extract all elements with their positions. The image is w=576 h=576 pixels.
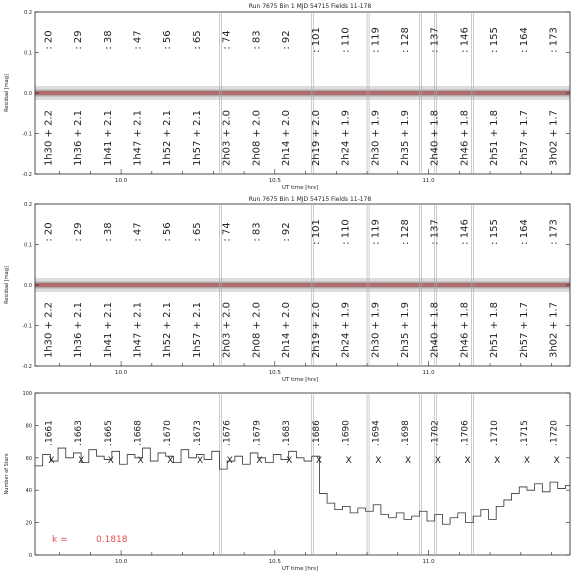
time-airmass-label: 2h35 + 1.9 bbox=[400, 109, 412, 167]
x-axis-label: UT time [hrs] bbox=[281, 566, 319, 572]
field-number-label: : 65 bbox=[191, 30, 203, 50]
field-number-label: : 110 bbox=[340, 219, 352, 245]
time-airmass-label: 1h52 + 2.1 bbox=[162, 301, 174, 359]
x-tick-label: 11.0 bbox=[422, 178, 435, 184]
y-axis-label: Number of Stars bbox=[4, 453, 10, 495]
time-airmass-label: 1h36 + 2.1 bbox=[73, 109, 85, 167]
time-airmass-label: 3h02 + 1.7 bbox=[548, 109, 560, 167]
field-number-label: : 146 bbox=[459, 219, 471, 245]
y-tick-label: -0.1 bbox=[22, 323, 32, 330]
time-airmass-label: 2h57 + 1.7 bbox=[518, 109, 530, 167]
time-airmass-label: 1h41 + 2.1 bbox=[102, 109, 114, 167]
field-marker: X bbox=[226, 456, 233, 466]
field-number-label: : 20 bbox=[43, 222, 55, 242]
field-number-label: : 164 bbox=[518, 219, 530, 245]
field-number-label: : 74 bbox=[221, 222, 233, 242]
x-tick-label: 11.0 bbox=[422, 559, 435, 565]
field-number-label: : 83 bbox=[251, 222, 263, 242]
time-airmass-label: 2h14 + 2.0 bbox=[281, 301, 293, 359]
field-number-label: : 101 bbox=[310, 219, 322, 245]
time-airmass-label: 2h51 + 1.8 bbox=[489, 301, 501, 359]
field-number-label: : 119 bbox=[370, 219, 382, 245]
time-airmass-label: 1h47 + 2.1 bbox=[132, 301, 144, 359]
time-airmass-label: 1h41 + 2.1 bbox=[102, 301, 114, 359]
field-number-label: : 47 bbox=[132, 30, 144, 50]
x-axis-label: UT time [hrs] bbox=[281, 377, 319, 383]
field-number-label: : 56 bbox=[162, 222, 174, 242]
y-tick-label: 0.1 bbox=[24, 242, 32, 249]
star-count-series bbox=[35, 448, 570, 524]
time-airmass-label: 2h24 + 1.9 bbox=[340, 109, 352, 167]
time-airmass-label: 2h46 + 1.8 bbox=[459, 109, 471, 167]
time-airmass-label: 2h30 + 1.9 bbox=[370, 301, 382, 359]
time-airmass-label: 2h03 + 2.0 bbox=[221, 109, 233, 167]
star-count-panel bbox=[4, 391, 570, 572]
field-number-label: : 155 bbox=[489, 219, 501, 245]
y-tick-label: 100 bbox=[22, 391, 32, 397]
field-marker: X bbox=[345, 456, 352, 466]
y-tick-label: 0.0 bbox=[24, 91, 32, 97]
time-airmass-label: 2h35 + 1.9 bbox=[400, 301, 412, 359]
field-id-label: .1698 bbox=[401, 420, 412, 446]
field-id-label: .1670 bbox=[163, 420, 174, 446]
field-id-label: .1668 bbox=[133, 420, 144, 446]
field-id-label: .1720 bbox=[549, 420, 560, 446]
field-id-label: .1679 bbox=[252, 420, 263, 446]
time-airmass-label: 1h57 + 2.1 bbox=[191, 109, 203, 167]
y-tick-label: -0.2 bbox=[22, 172, 32, 178]
time-airmass-label: 2h46 + 1.8 bbox=[459, 301, 471, 359]
residual-panel-1 bbox=[4, 3, 570, 191]
y-tick-label: 0.2 bbox=[24, 10, 32, 16]
field-number-label: : 83 bbox=[251, 30, 263, 50]
time-airmass-label: 2h24 + 1.9 bbox=[340, 301, 352, 359]
time-airmass-label: 1h52 + 2.1 bbox=[162, 109, 174, 167]
time-airmass-label: 2h40 + 1.8 bbox=[429, 109, 441, 167]
field-marker: X bbox=[286, 456, 293, 466]
field-marker: X bbox=[78, 456, 85, 466]
panel-title: Run 7675 Bin 1 MJD 54715 Fields 11-178 bbox=[248, 3, 372, 10]
y-tick-label: 0.2 bbox=[24, 202, 32, 208]
time-airmass-label: 2h30 + 1.9 bbox=[370, 109, 382, 167]
field-number-label: : 146 bbox=[459, 27, 471, 53]
field-id-label: .1676 bbox=[222, 420, 233, 446]
field-number-label: : 20 bbox=[43, 30, 55, 50]
time-airmass-label: 1h30 + 2.2 bbox=[43, 301, 55, 359]
field-number-label: : 128 bbox=[400, 219, 412, 245]
time-airmass-label: 1h57 + 2.1 bbox=[191, 301, 203, 359]
time-airmass-label: 2h14 + 2.0 bbox=[281, 109, 293, 167]
time-airmass-label: 2h19 + 2.0 bbox=[310, 109, 322, 167]
field-id-label: .1710 bbox=[490, 420, 501, 446]
time-airmass-label: 2h03 + 2.0 bbox=[221, 301, 233, 359]
field-number-label: : 155 bbox=[489, 27, 501, 53]
time-airmass-label: 1h47 + 2.1 bbox=[132, 109, 144, 167]
field-id-label: .1706 bbox=[460, 420, 471, 446]
x-tick-label: 10.5 bbox=[268, 178, 281, 184]
field-marker: X bbox=[464, 456, 471, 466]
field-number-label: : 173 bbox=[548, 27, 560, 53]
field-number-label: : 110 bbox=[340, 27, 352, 53]
time-airmass-label: 2h51 + 1.8 bbox=[489, 109, 501, 167]
field-number-label: : 74 bbox=[221, 30, 233, 50]
field-number-label: : 29 bbox=[73, 222, 85, 242]
field-marker: X bbox=[167, 456, 174, 466]
field-id-label: .1715 bbox=[519, 420, 530, 446]
field-id-label: .1661 bbox=[44, 420, 55, 446]
y-axis-label: Residual [mag] bbox=[4, 266, 10, 304]
field-id-label: .1665 bbox=[103, 420, 114, 446]
field-marker: X bbox=[256, 456, 263, 466]
panel-title: Run 7675 Bin 1 MJD 54715 Fields 11-178 bbox=[248, 196, 372, 203]
x-tick-label: 10.0 bbox=[114, 559, 128, 565]
field-id-label: .1683 bbox=[282, 420, 293, 446]
time-airmass-label: 1h36 + 2.1 bbox=[73, 301, 85, 359]
field-number-label: : 137 bbox=[429, 219, 441, 245]
time-airmass-label: 2h08 + 2.0 bbox=[251, 109, 263, 167]
plot-frame bbox=[35, 393, 570, 555]
y-tick-label: 60 bbox=[25, 455, 32, 462]
field-number-label: : 38 bbox=[102, 222, 114, 242]
time-airmass-label: 2h57 + 1.7 bbox=[518, 301, 530, 359]
field-number-label: : 92 bbox=[281, 222, 293, 242]
field-number-label: : 92 bbox=[281, 30, 293, 50]
field-id-label: .1690 bbox=[341, 420, 352, 446]
field-number-label: : 56 bbox=[162, 30, 174, 50]
time-airmass-label: 3h02 + 1.7 bbox=[548, 301, 560, 359]
field-id-label: .1673 bbox=[192, 420, 203, 446]
field-number-label: : 164 bbox=[518, 27, 530, 53]
x-axis-label: UT time [hrs] bbox=[281, 185, 319, 191]
field-marker: X bbox=[434, 456, 441, 466]
field-id-label: .1686 bbox=[311, 420, 322, 446]
x-tick-label: 11.0 bbox=[422, 370, 435, 376]
field-marker: X bbox=[315, 456, 323, 466]
y-tick-label: -0.2 bbox=[22, 364, 32, 370]
field-marker: X bbox=[196, 456, 204, 466]
k-label: k = bbox=[52, 535, 68, 545]
field-marker: X bbox=[494, 456, 501, 466]
k-value: 0.1818 bbox=[96, 535, 128, 545]
residual-panel-2 bbox=[4, 196, 570, 383]
time-airmass-label: 2h08 + 2.0 bbox=[251, 301, 263, 359]
field-number-label: : 38 bbox=[102, 30, 114, 50]
field-number-label: : 101 bbox=[310, 27, 322, 53]
field-marker: X bbox=[405, 456, 412, 466]
field-number-label: : 173 bbox=[548, 219, 560, 245]
y-tick-label: 20 bbox=[25, 520, 32, 527]
y-tick-label: 0.0 bbox=[24, 283, 32, 289]
time-airmass-label: 2h40 + 1.8 bbox=[429, 301, 441, 359]
field-marker: X bbox=[523, 456, 531, 466]
field-number-label: : 119 bbox=[370, 27, 382, 53]
field-marker: X bbox=[107, 456, 114, 466]
field-marker: X bbox=[137, 456, 144, 466]
field-number-label: : 128 bbox=[400, 27, 412, 53]
y-tick-label: 0.1 bbox=[24, 50, 32, 57]
x-tick-label: 10.0 bbox=[114, 370, 128, 376]
field-marker: X bbox=[48, 456, 55, 466]
field-number-label: : 29 bbox=[73, 30, 85, 50]
field-marker: X bbox=[375, 456, 382, 466]
field-marker: X bbox=[553, 456, 560, 466]
x-tick-label: 10.5 bbox=[268, 370, 281, 376]
field-number-label: : 65 bbox=[191, 222, 203, 242]
field-id-label: .1663 bbox=[74, 420, 85, 446]
x-tick-label: 10.0 bbox=[114, 178, 128, 184]
time-airmass-label: 1h30 + 2.2 bbox=[43, 109, 55, 167]
field-id-label: .1694 bbox=[371, 420, 382, 446]
field-number-label: : 47 bbox=[132, 222, 144, 242]
y-tick-label: -0.1 bbox=[22, 131, 32, 138]
field-id-label: .1702 bbox=[430, 420, 441, 446]
time-airmass-label: 2h19 + 2.0 bbox=[310, 301, 322, 359]
y-tick-label: 40 bbox=[25, 488, 32, 495]
y-tick-label: 0 bbox=[28, 553, 32, 559]
y-tick-label: 80 bbox=[25, 423, 32, 430]
x-tick-label: 10.5 bbox=[268, 559, 281, 565]
y-axis-label: Residual [mag] bbox=[4, 74, 10, 112]
field-number-label: : 137 bbox=[429, 27, 441, 53]
